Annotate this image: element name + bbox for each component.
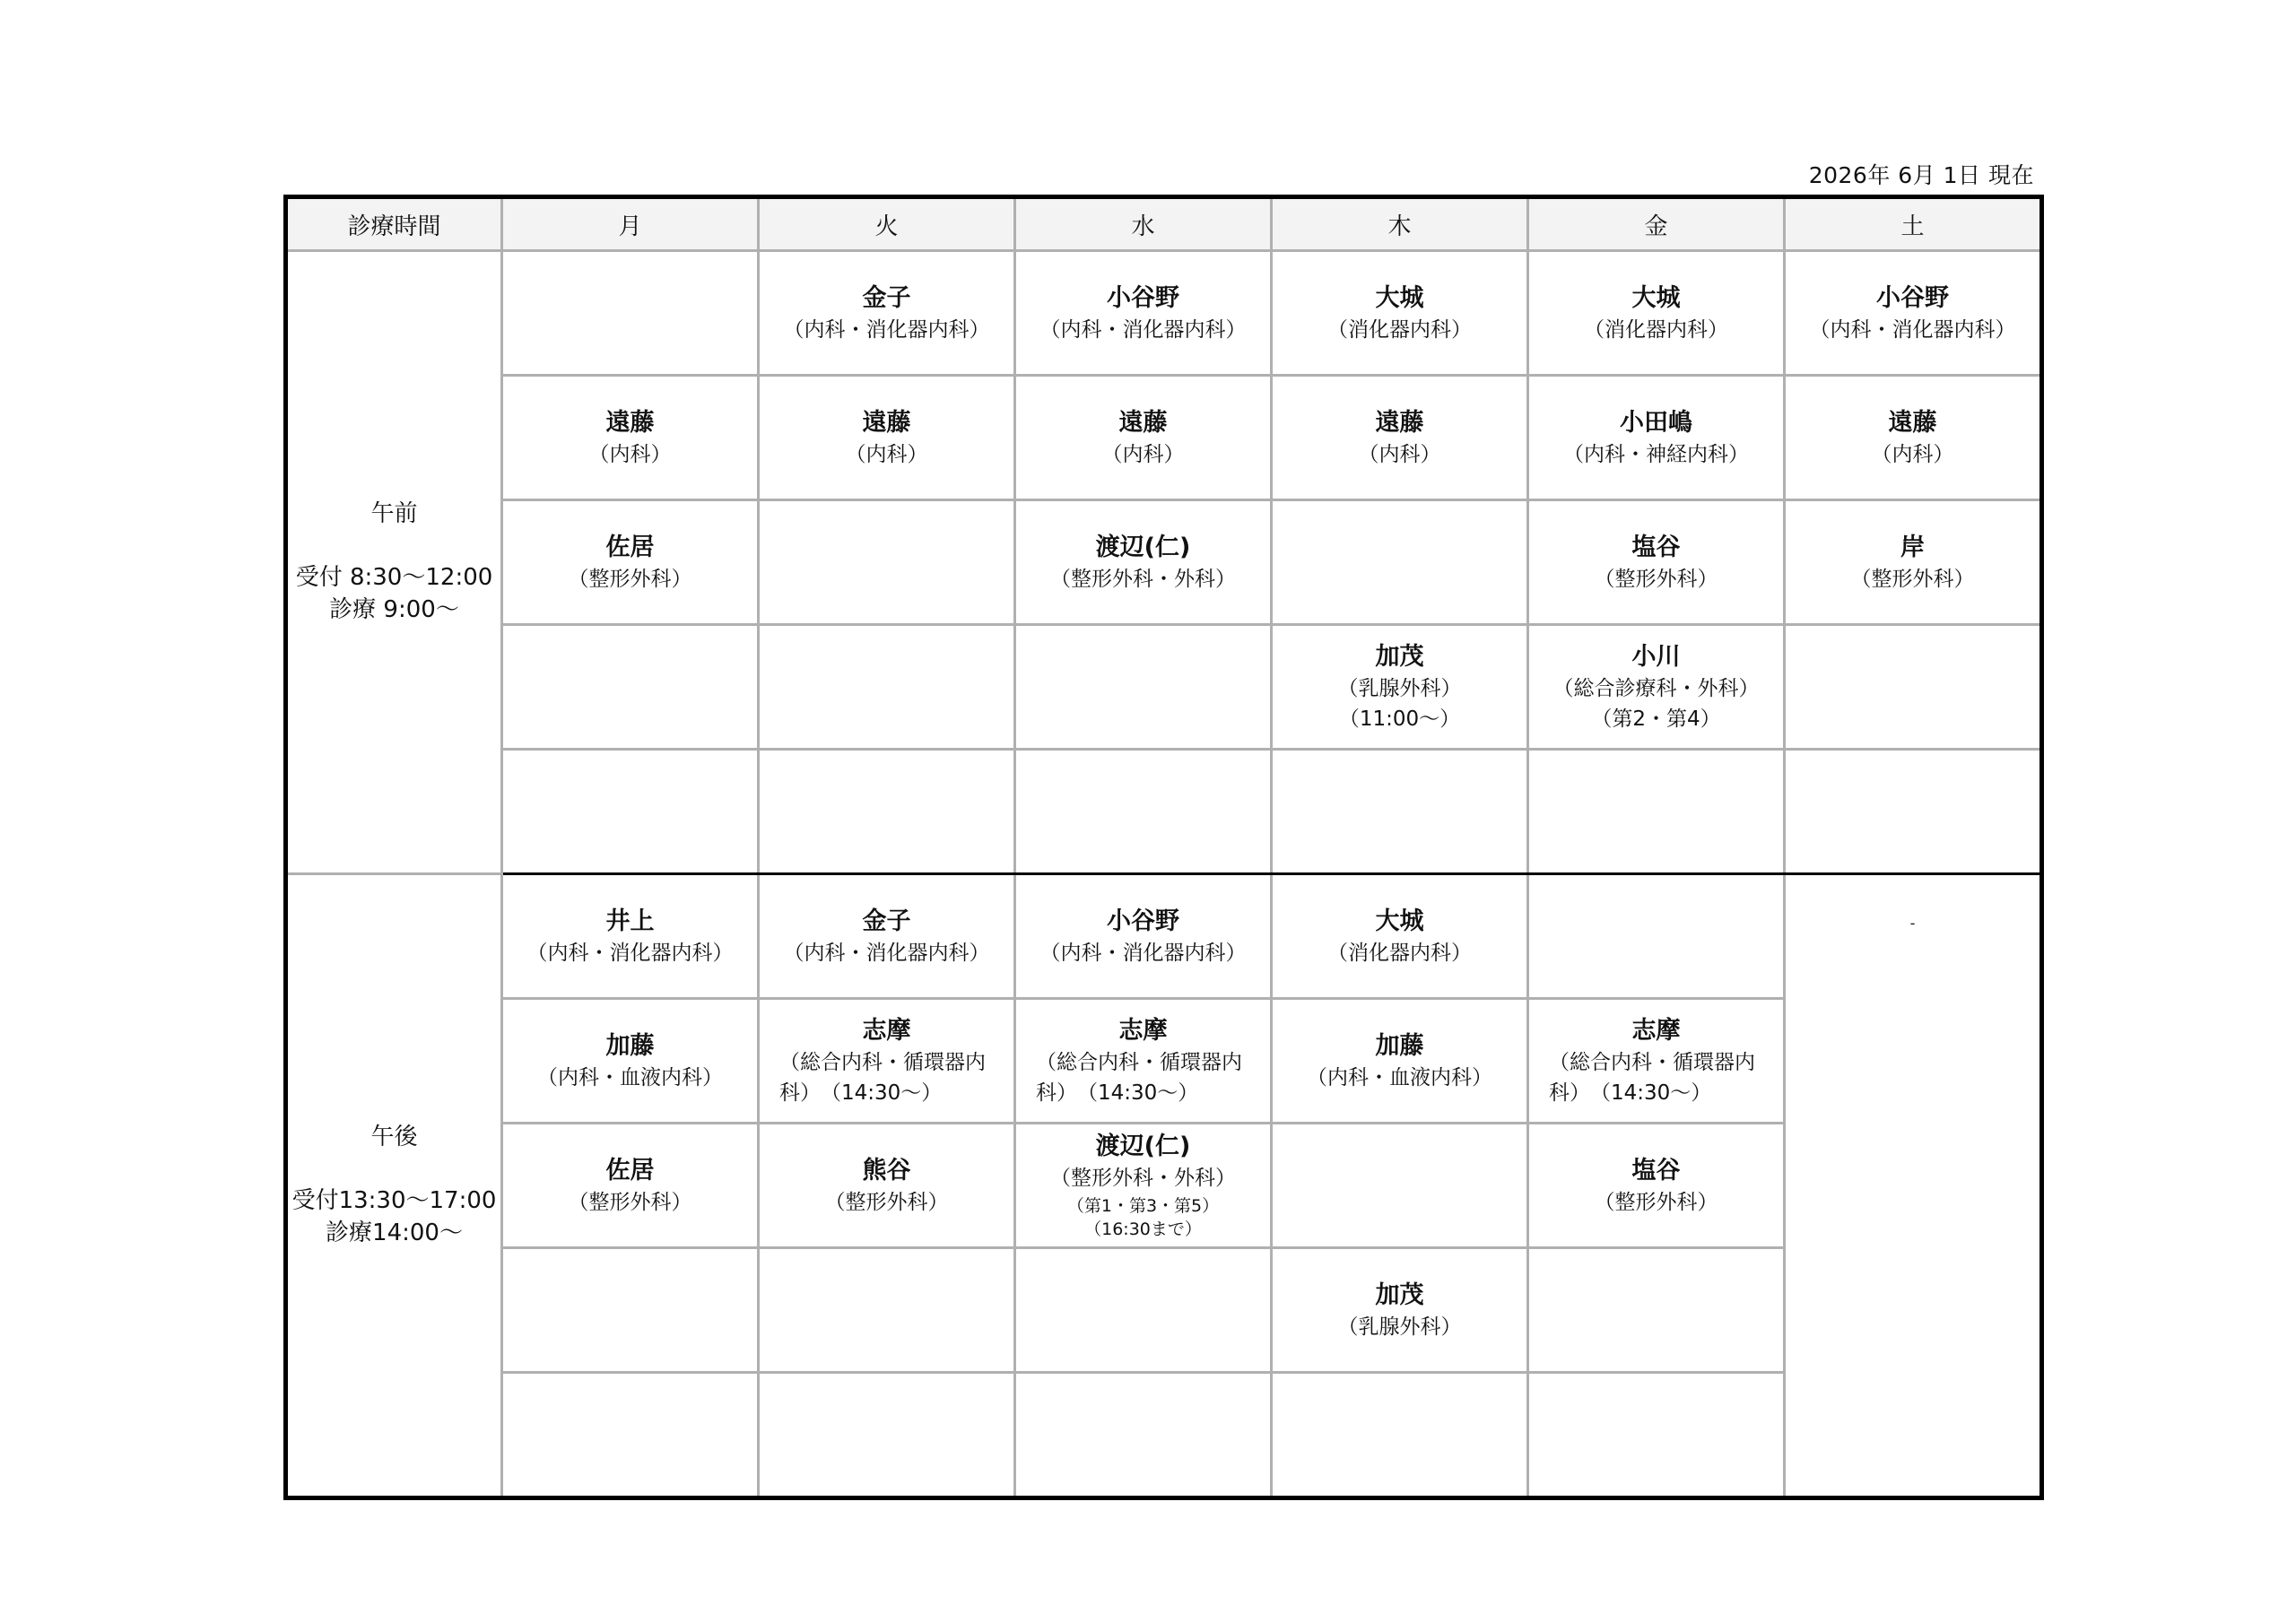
- doctor-entry: [503, 1153, 757, 1218]
- doctor-entry: [1273, 405, 1526, 470]
- am-reception-hours: 受付 8:30～12:00: [295, 563, 493, 591]
- doctor-name: 金子: [862, 283, 911, 312]
- doctor-name: 大城: [1375, 283, 1424, 312]
- pm-cell-tue: [759, 999, 1015, 1124]
- pm-cell-tue: [759, 1124, 1015, 1248]
- doctor-name: 小川: [1631, 643, 1681, 672]
- department: （整形外科）: [1594, 1190, 1718, 1214]
- am-cell-thu: [1272, 500, 1528, 625]
- header-day-wed: 水: [1015, 197, 1272, 251]
- department: （整形外科・外科）: [1050, 1167, 1236, 1191]
- doctor-entry: [1016, 1129, 1270, 1242]
- department: （内科・血液内科）: [1307, 1065, 1492, 1089]
- department: （総合診療科・外科）: [1552, 677, 1760, 701]
- doctor-entry: [1016, 530, 1270, 595]
- doctor-entry: [760, 1153, 1013, 1218]
- am-cell-fri: [1528, 376, 1785, 500]
- doctor-entry: [1786, 530, 2039, 595]
- doctor-entry: [1273, 1028, 1526, 1093]
- pm-cell-fri: [1528, 1124, 1785, 1248]
- department: （内科・消化器内科）: [1809, 317, 2016, 342]
- am-cell-sat: [1785, 376, 2042, 500]
- am-cell-wed: [1015, 376, 1272, 500]
- department: （消化器内科）: [1327, 317, 1472, 342]
- am-cell-tue: [759, 251, 1015, 376]
- department: （内科・神経内科）: [1563, 442, 1749, 466]
- doctor-name: 加茂: [1375, 1280, 1424, 1309]
- department: （内科・消化器内科）: [783, 317, 990, 342]
- department: （整形外科）: [1594, 567, 1718, 591]
- am-period-cell: [286, 251, 502, 874]
- am-cell-mon: [502, 251, 759, 376]
- doctor-entry: [1786, 405, 2039, 470]
- department: （内科）: [1358, 442, 1441, 466]
- am-cell-thu: [1272, 750, 1528, 874]
- department: （整形外科）: [1850, 567, 1975, 591]
- pm-row: [286, 1373, 2042, 1498]
- doctor-name: 遠藤: [1888, 408, 1937, 437]
- doctor-entry: [1273, 639, 1526, 734]
- consultation-schedule-table: [283, 195, 2044, 1500]
- department: （整形外科）: [568, 1190, 692, 1214]
- am-period-label: 午前: [370, 500, 418, 528]
- doctor-name: 遠藤: [1118, 408, 1168, 437]
- doctor-entry: [1016, 281, 1270, 345]
- pm-period-label: 午後: [370, 1124, 418, 1151]
- header-day-tue: 火: [759, 197, 1015, 251]
- am-cell-tue: [759, 500, 1015, 625]
- doctor-entry: [760, 1013, 1013, 1108]
- department: （総合内科・循環器内科） （14:30～）: [1549, 1051, 1755, 1105]
- doctor-name: 塩谷: [1631, 1156, 1681, 1185]
- department: （内科・消化器内科）: [526, 941, 734, 965]
- am-consultation-hours: 診療 9:00～: [329, 596, 459, 624]
- doctor-entry: [1529, 281, 1783, 345]
- department: （総合内科・循環器内科） （14:30～）: [779, 1051, 986, 1105]
- doctor-entry: [1016, 1013, 1270, 1108]
- header-day-fri: 金: [1528, 197, 1785, 251]
- am-cell-sat: [1785, 500, 2042, 625]
- doctor-entry: [1273, 1278, 1526, 1342]
- schedule-note: （第2・第4）: [1591, 707, 1721, 731]
- doctor-name: 塩谷: [1631, 533, 1681, 561]
- pm-cell-thu: [1272, 1373, 1528, 1498]
- doctor-name: 岸: [1900, 533, 1925, 561]
- department: （内科・消化器内科）: [783, 941, 990, 965]
- header-day-mon: 月: [502, 197, 759, 251]
- doctor-name: 井上: [605, 907, 655, 935]
- am-row: [286, 625, 2042, 750]
- department: （消化器内科）: [1327, 941, 1472, 965]
- am-cell-mon: [502, 750, 759, 874]
- pm-row: [286, 999, 2042, 1124]
- pm-cell-wed: [1015, 874, 1272, 999]
- pm-cell-fri: [1528, 999, 1785, 1124]
- header-period: 診療時間: [286, 197, 502, 251]
- doctor-entry: [1529, 405, 1783, 470]
- am-cell-tue: [759, 625, 1015, 750]
- header-day-sat: 土: [1785, 197, 2042, 251]
- doctor-name: 遠藤: [1375, 408, 1424, 437]
- am-row: [286, 251, 2042, 376]
- doctor-entry: [1016, 904, 1270, 968]
- pm-cell-wed: [1015, 1248, 1272, 1373]
- pm-cell-mon: [502, 1373, 759, 1498]
- department: （内科）: [588, 442, 672, 466]
- am-cell-sat: [1785, 625, 2042, 750]
- department: （乳腺外科）: [1337, 1315, 1462, 1339]
- pm-cell-fri: [1528, 1373, 1785, 1498]
- pm-cell-mon: [502, 874, 759, 999]
- am-cell-sat: [1785, 750, 2042, 874]
- department: （内科・消化器内科）: [1039, 317, 1247, 342]
- pm-cell-thu: [1272, 1248, 1528, 1373]
- department: （消化器内科）: [1584, 317, 1728, 342]
- pm-cell-tue: [759, 1248, 1015, 1373]
- am-cell-fri: [1528, 251, 1785, 376]
- schedule-note: （第1・第3・第5）: [1066, 1195, 1220, 1216]
- department: （総合内科・循環器内科） （14:30～）: [1036, 1051, 1242, 1105]
- as-of-date: 2026年 6月 1日 現在: [1808, 162, 2034, 188]
- department: （内科）: [1101, 442, 1185, 466]
- saturday-closed-dash: -: [1909, 915, 1916, 932]
- pm-cell-tue: [759, 874, 1015, 999]
- schedule-note: （16:30まで）: [1084, 1219, 1202, 1240]
- am-cell-thu: [1272, 251, 1528, 376]
- doctor-name: 大城: [1375, 907, 1424, 935]
- am-cell-wed: [1015, 625, 1272, 750]
- pm-cell-wed: [1015, 1124, 1272, 1248]
- doctor-name: 遠藤: [862, 408, 911, 437]
- doctor-name: 小谷野: [1876, 283, 1949, 312]
- pm-cell-thu: [1272, 1124, 1528, 1248]
- doctor-name: 大城: [1631, 283, 1681, 312]
- doctor-name: 加藤: [1375, 1031, 1424, 1060]
- pm-cell-mon: [502, 999, 759, 1124]
- doctor-name: 渡辺(仁): [1095, 1133, 1191, 1161]
- doctor-name: 志摩: [862, 1017, 911, 1046]
- am-cell-fri: [1528, 500, 1785, 625]
- am-cell-wed: [1015, 251, 1272, 376]
- doctor-name: 佐居: [605, 533, 655, 561]
- header-row: [286, 197, 2042, 251]
- doctor-entry: [1016, 405, 1270, 470]
- am-cell-sat: [1785, 251, 2042, 376]
- department: （整形外科・外科）: [1050, 567, 1236, 591]
- pm-consultation-hours: 診療14:00～: [326, 1219, 463, 1247]
- schedule-note: （11:00～）: [1338, 707, 1461, 731]
- doctor-name: 小田嶋: [1620, 408, 1692, 437]
- doctor-name: 小谷野: [1107, 907, 1179, 935]
- am-cell-mon: [502, 625, 759, 750]
- am-cell-fri: [1528, 625, 1785, 750]
- department: （乳腺外科）: [1337, 677, 1462, 701]
- department: （整形外科）: [824, 1190, 949, 1214]
- doctor-name: 熊谷: [862, 1156, 911, 1185]
- doctor-name: 加茂: [1375, 643, 1424, 672]
- pm-cell-mon: [502, 1248, 759, 1373]
- doctor-entry: [1529, 1153, 1783, 1218]
- pm-cell-fri: [1528, 874, 1785, 999]
- pm-period-cell: [286, 874, 502, 1498]
- am-cell-tue: [759, 750, 1015, 874]
- doctor-entry: [503, 530, 757, 595]
- am-cell-mon: [502, 500, 759, 625]
- am-cell-wed: [1015, 750, 1272, 874]
- am-cell-mon: [502, 376, 759, 500]
- doctor-entry: [760, 904, 1013, 968]
- am-cell-wed: [1015, 500, 1272, 625]
- pm-cell-wed: [1015, 1373, 1272, 1498]
- pm-cell-wed: [1015, 999, 1272, 1124]
- pm-cell-sat: [1785, 874, 2042, 1498]
- doctor-name: 志摩: [1118, 1017, 1168, 1046]
- doctor-name: 渡辺(仁): [1095, 533, 1191, 561]
- doctor-name: 佐居: [605, 1156, 655, 1185]
- doctor-entry: [760, 281, 1013, 345]
- pm-cell-thu: [1272, 999, 1528, 1124]
- header-day-thu: 木: [1272, 197, 1528, 251]
- doctor-entry: [1529, 639, 1783, 734]
- pm-cell-thu: [1272, 874, 1528, 999]
- department: （内科）: [845, 442, 928, 466]
- department: （内科）: [1871, 442, 1954, 466]
- am-cell-thu: [1272, 376, 1528, 500]
- doctor-entry: [503, 405, 757, 470]
- department: （内科・血液内科）: [537, 1065, 723, 1089]
- doctor-entry: [503, 1028, 757, 1093]
- doctor-entry: [1529, 1013, 1783, 1108]
- pm-reception-hours: 受付13:30～17:00: [291, 1186, 497, 1214]
- doctor-name: 金子: [862, 907, 911, 935]
- am-row: [286, 750, 2042, 874]
- pm-row: [286, 1124, 2042, 1248]
- department: （内科・消化器内科）: [1039, 941, 1247, 965]
- doctor-name: 小谷野: [1107, 283, 1179, 312]
- pm-cell-tue: [759, 1373, 1015, 1498]
- doctor-entry: [1786, 281, 2039, 345]
- pm-row: [286, 1248, 2042, 1373]
- doctor-name: 遠藤: [605, 408, 655, 437]
- am-row: [286, 500, 2042, 625]
- doctor-entry: [1273, 904, 1526, 968]
- doctor-entry: [1273, 281, 1526, 345]
- department: （整形外科）: [568, 567, 692, 591]
- am-row: [286, 376, 2042, 500]
- doctor-name: 志摩: [1631, 1017, 1681, 1046]
- pm-cell-fri: [1528, 1248, 1785, 1373]
- doctor-name: 加藤: [605, 1031, 655, 1060]
- pm-cell-mon: [502, 1124, 759, 1248]
- doctor-entry: [760, 405, 1013, 470]
- am-cell-thu: [1272, 625, 1528, 750]
- am-cell-tue: [759, 376, 1015, 500]
- am-cell-fri: [1528, 750, 1785, 874]
- doctor-entry: [1529, 530, 1783, 595]
- pm-row: [286, 874, 2042, 999]
- doctor-entry: [503, 904, 757, 968]
